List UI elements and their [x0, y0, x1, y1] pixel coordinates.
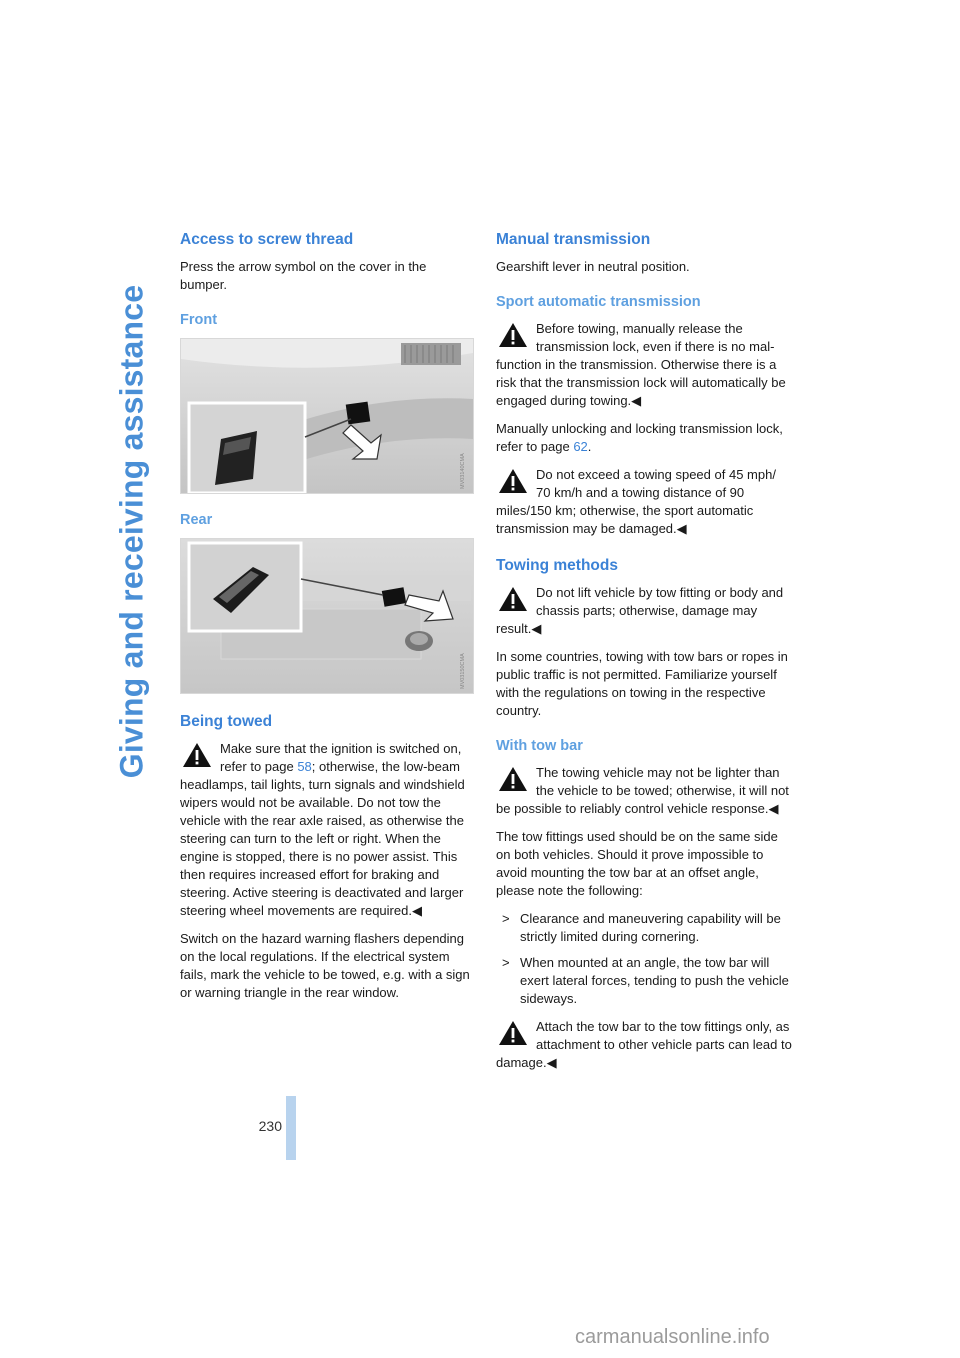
end-mark: ◀: [531, 621, 542, 636]
warning-towing-speed: Do not exceed a towing speed of 45 mph/ 70 km/h and a towing distance of 90 miles/150 km; otherwise, the sport automatic transmission may be damaged.◀: [496, 467, 776, 536]
heading-towing-methods: Towing methods: [496, 557, 618, 574]
towbar-text: The tow fittings used should be on the same side on both vehicles. Should it prove impossible to avoid mounting the tow bar at an offset angle, please note the following:: [496, 829, 778, 898]
left-column: [180, 230, 476, 1012]
rear-figure-code: MV03150CMA: [460, 653, 466, 689]
heading-access-screw-thread: Access to screw thread: [180, 231, 354, 248]
warning-triangle-icon: [498, 468, 528, 494]
page-link-62[interactable]: 62: [573, 439, 588, 454]
warning-triangle-icon: [498, 766, 528, 792]
warning-tow-fitting: Do not lift vehicle by tow fitting or body and chassis parts; otherwise, damage may result.◀: [496, 585, 784, 636]
heading-rear: Rear: [180, 512, 213, 528]
watermark: carmanualsonline.info: [575, 1326, 770, 1348]
warning-triangle-icon: [498, 1020, 528, 1046]
end-mark: ◀: [631, 393, 642, 408]
front-figure-code: MV03140CMA: [460, 453, 466, 489]
access-text: Press the arrow symbol on the cover in the bumper.: [180, 259, 427, 292]
end-mark: ◀: [676, 521, 687, 536]
list-item: > When mounted at an angle, the tow bar will exert lateral forces, tending to push the vehicle sideways.: [502, 955, 789, 1006]
heading-sport-automatic: Sport automatic transmission: [496, 294, 701, 310]
warning-triangle-icon: [498, 586, 528, 612]
unlocking-text: Manually unlocking and locking transmission lock, refer to page 62.: [496, 421, 783, 454]
section-title-text: Giving and receiving assistance: [113, 284, 150, 778]
page-number-bar: [286, 1096, 296, 1160]
hazard-flashers-text: Switch on the hazard warning flashers depending on the local regulations. If the electrical system fails, mark the vehicle to be towed, e.g. with a sign or warning triangle in the rear window.: [180, 931, 470, 1000]
right-column: [496, 230, 792, 1082]
rear-bumper-figure: [180, 538, 474, 694]
methods-text: In some countries, towing with tow bars or ropes in public traffic is not permitted. Familiarize yourself with the regulations on towing in the respective country.: [496, 649, 788, 718]
end-mark: ◀: [768, 801, 779, 816]
heading-manual-transmission: Manual transmission: [496, 231, 651, 248]
list-item: > Clearance and maneuvering capability will be strictly limited during cornering.: [502, 911, 781, 944]
warning-attach-tow-bar: Attach the tow bar to the tow fittings only, as attachment to other vehicle parts can lead to damage.◀: [496, 1019, 792, 1070]
warning-triangle-icon: [182, 742, 212, 768]
section-title: [112, 226, 152, 836]
warning-transmission-lock: Before towing, manually release the transmission lock, even if there is no malfunction in the transmission. Otherwise there is a risk that the transmission lock will automatically be engaged during towing.◀: [496, 321, 786, 408]
heading-being-towed: Being towed: [180, 713, 273, 730]
front-bumper-figure: [180, 338, 474, 494]
page-link-58[interactable]: 58: [297, 759, 312, 774]
manual-text: Gearshift lever in neutral position.: [496, 259, 690, 274]
end-mark: ◀: [411, 903, 422, 918]
page-number: 230: [258, 1118, 282, 1134]
warning-ignition: Make sure that the ignition is switched on, refer to page 58; otherwise, the low-beam headlamps, tail lights, turn signals and windshield wipers would not be available. Do not tow the vehicle with the rear axle raised, as otherwise the steering can turn to the left or right. When the engine is stopped, there is no power assist. This then requires increased effort for braking and steering. Active steering is deactivated and larger steering wheel movements are required.◀: [180, 741, 465, 918]
warning-triangle-icon: [498, 322, 528, 348]
towbar-bullet-list: [496, 910, 792, 1008]
end-mark: ◀: [546, 1055, 557, 1070]
heading-front: Front: [180, 312, 218, 328]
warning-towing-vehicle: The towing vehicle may not be lighter than the vehicle to be towed; otherwise, it will not be possible to reliably control vehicle response.◀: [496, 765, 789, 816]
heading-with-tow-bar: With tow bar: [496, 738, 583, 754]
